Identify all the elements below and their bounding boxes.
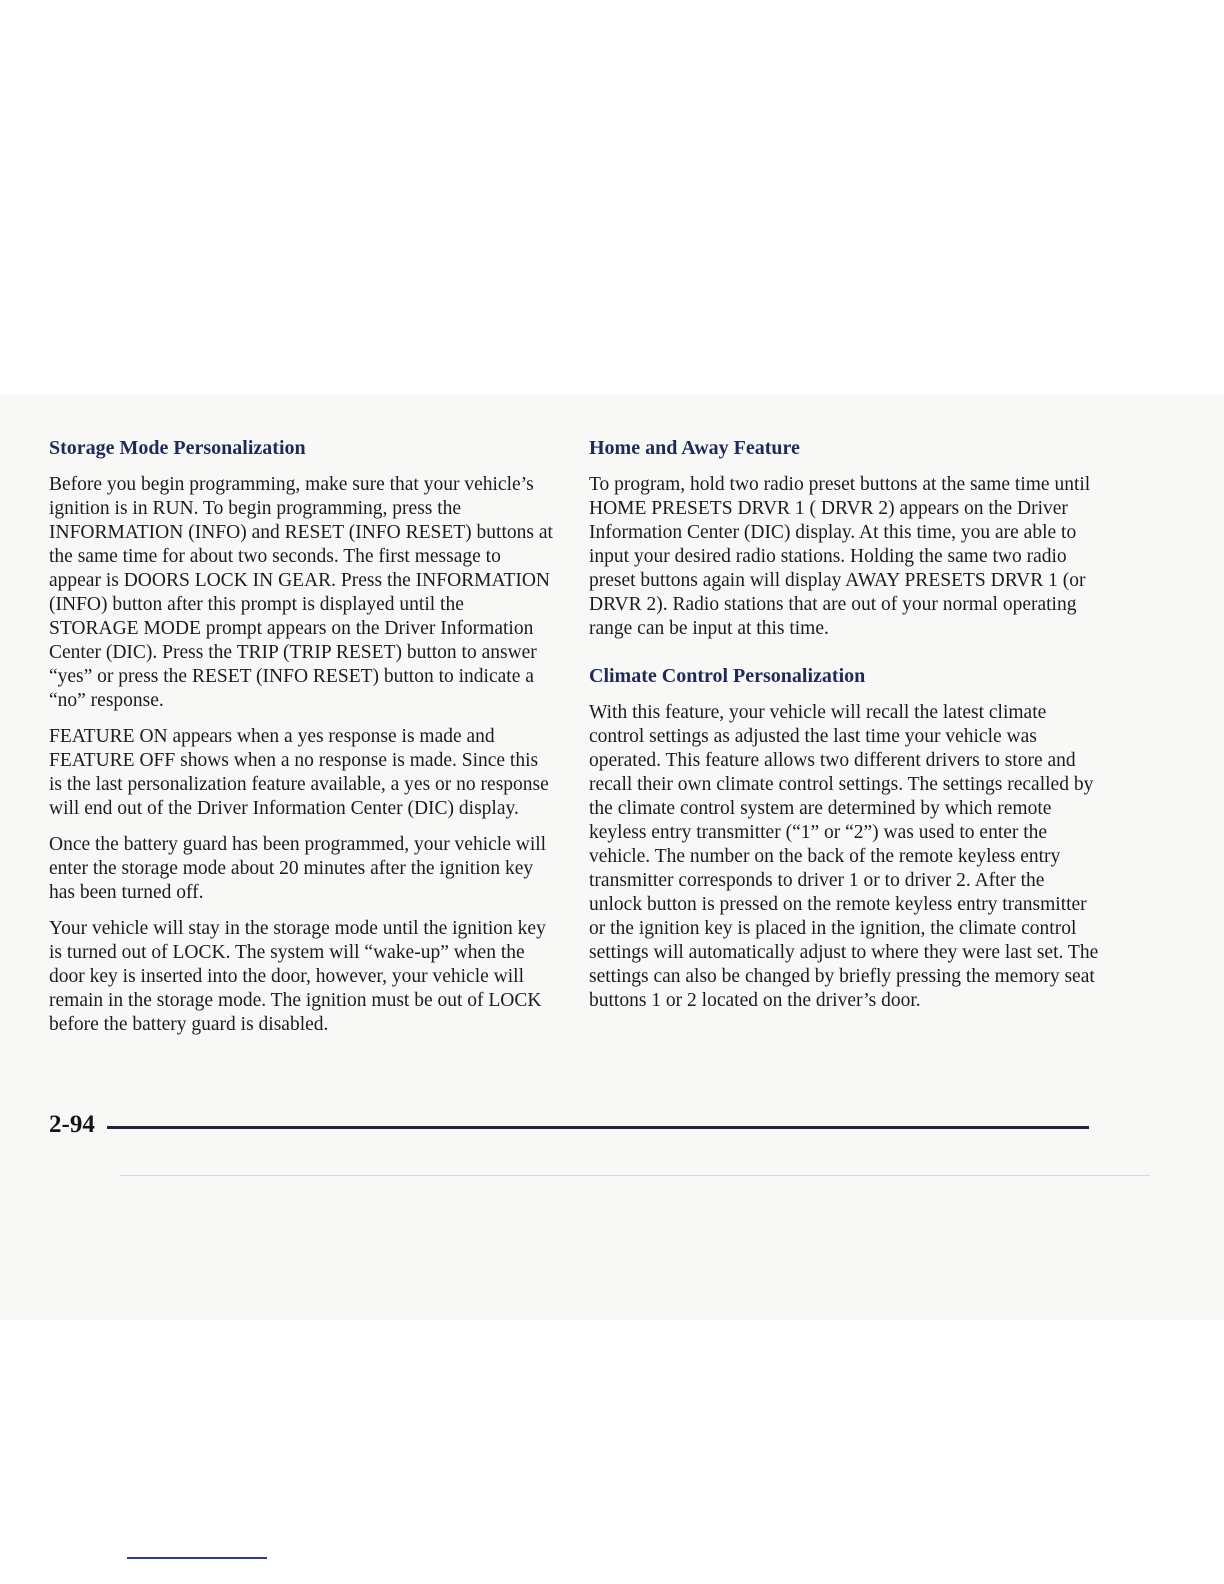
right-column: [589, 435, 1099, 1025]
bottom-link-underline: [127, 1557, 267, 1559]
page-number: 2-94: [49, 1111, 95, 1138]
home-away-heading: Home and Away Feature: [589, 437, 800, 459]
climate-control-heading: Climate Control Personalization: [589, 665, 866, 687]
scan-artifact-line: [120, 1175, 1150, 1176]
climate-control-paragraph: With this feature, your vehicle will recall the latest climate control settings as adjusted the last time your vehicle was operated. This feature allows two different drivers to store and recall their own climate control settings. The settings recalled by the climate control system are determined by which remote keyless entry transmitter (“1” or “2”) was used to enter the vehicle. The number on the back of the remote keyless entry transmitter corresponds to driver 1 or to driver 2. After the unlock button is pressed on the remote keyless entry transmitter or the ignition key is placed in the ignition, the climate control settings will automatically adjust to where they were last set. The settings can also be changed by briefly pressing the memory seat buttons 1 or 2 located on the driver’s door.: [589, 702, 1099, 1011]
storage-mode-paragraph-4: Your vehicle will stay in the storage mode until the ignition key is turned out of LOCK. The system will “wake-up” when the door key is inserted into the door, however, your vehicle will remain in the storage mode. The ignition must be out of LOCK before the battery guard is disabled.: [49, 918, 546, 1035]
storage-mode-paragraph-2: FEATURE ON appears when a yes response is made and FEATURE OFF shows when a no response is made. Since this is the last personalization feature available, a yes or no response will end out of the Driver Information Center (DIC) display.: [49, 726, 549, 819]
storage-mode-heading: Storage Mode Personalization: [49, 437, 306, 459]
storage-mode-paragraph-1: Before you begin programming, make sure that your vehicle’s ignition is in RUN. To begin programming, press the INFORMATION (INFO) and RESET (INFO RESET) buttons at the same time for about two seconds. The first message to appear is DOORS LOCK IN GEAR. Press the INFORMATION (INFO) button after this prompt is displayed until the STORAGE MODE prompt appears on the Driver Information Center (DIC). Press the TRIP (TRIP RESET) button to answer “yes” or press the RESET (INFO RESET) button to indicate a “no” response.: [49, 474, 553, 711]
page-footer: [49, 1110, 1089, 1140]
home-away-paragraph: To program, hold two radio preset buttons at the same time until HOME PRESETS DRVR 1 ( DRVR 2) appears on the Driver Information Center (DIC) display. At this time, you are able to input your desired radio stations. Holding the same two radio preset buttons again will display AWAY PRESETS DRVR 1 (or DRVR 2). Radio stations that are out of your normal operating range can be input at this time.: [589, 474, 1091, 639]
footer-rule: [107, 1126, 1089, 1129]
left-column: [49, 435, 555, 1049]
storage-mode-paragraph-3: Once the battery guard has been programmed, your vehicle will enter the storage mode about 20 minutes after the ignition key has been turned off.: [49, 834, 547, 903]
